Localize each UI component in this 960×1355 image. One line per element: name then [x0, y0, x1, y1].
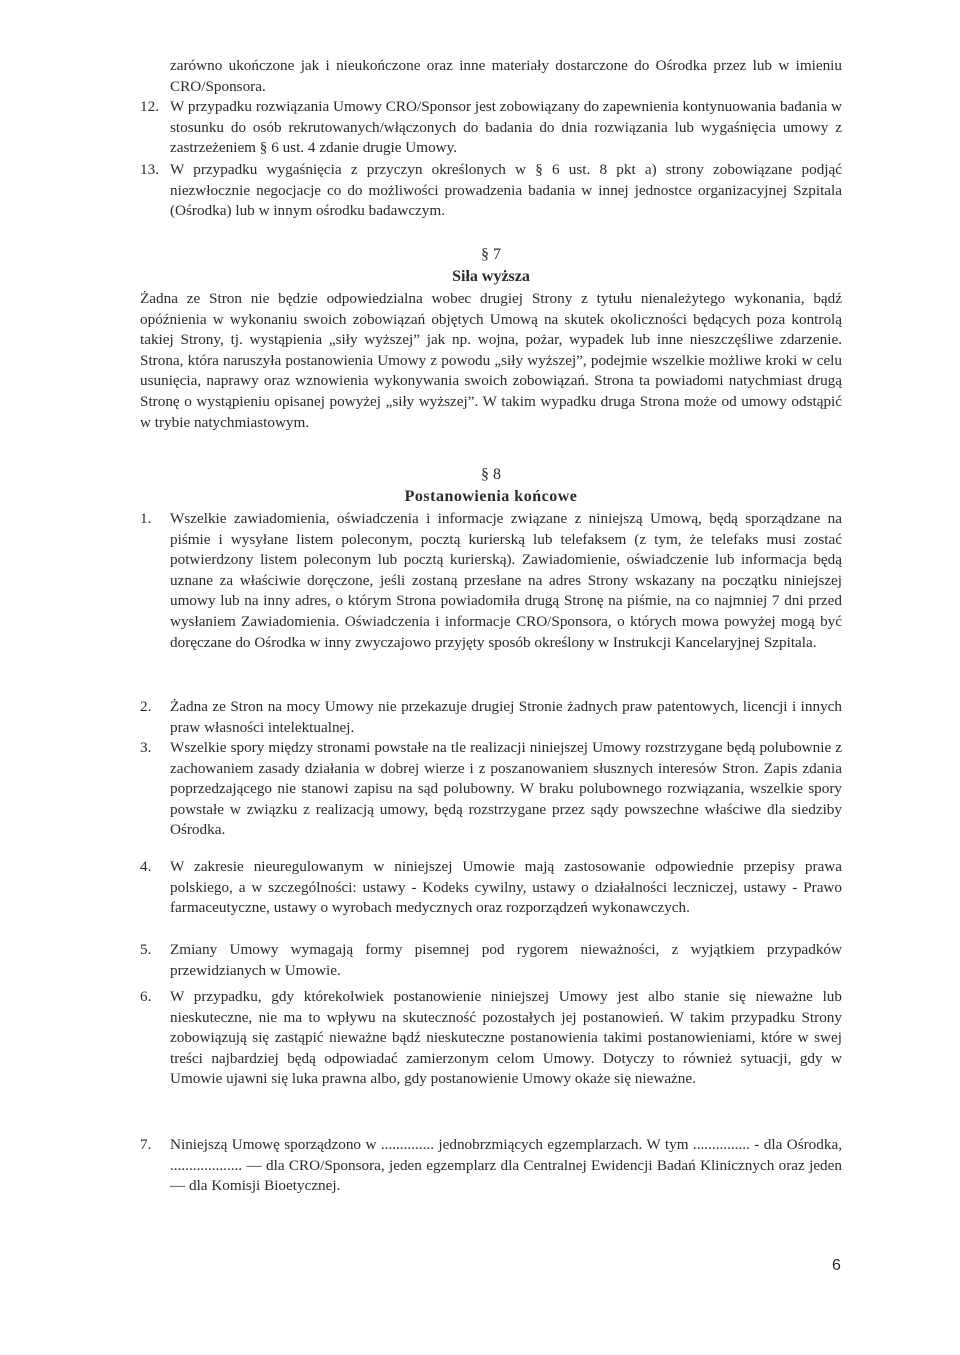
list-item-5: [140, 940, 842, 981]
item-text: Żadna ze Stron na mocy Umowy nie przekazuje drugiej Stronie żadnych praw patentowych, licencji i innych praw własności intelektualnej.: [170, 698, 842, 736]
list-item-12: [140, 97, 842, 159]
list-item-4: [140, 857, 842, 919]
item-number: 5.: [140, 941, 152, 958]
item-text: W przypadku rozwiązania Umowy CRO/Sponsor jest zobowiązany do zapewnienia kontynuowania badania w stosunku do osób rekrutowanych/włączonych do badania do dnia rozwiązania lub wygaśnięcia umowy z zastrzeżeniem § 6 ust. 4 zdanie drugie Umowy.: [170, 98, 842, 157]
item-number: 4.: [140, 858, 152, 875]
list-item-3: [140, 738, 842, 841]
item-text: Niniejszą Umowę sporządzono w .............. jednobrzmiących egzemplarzach. W tym ............... - dla Ośrodka, ................... — dla CRO/Sponsora, jeden egzemplarz dla Centralnej Ewidencji Badań Klinicznych oraz jeden — dla Komisji Bioetycznej.: [170, 1136, 842, 1195]
item-number: 7.: [140, 1136, 152, 1153]
section-8-heading: [140, 464, 842, 508]
item-text: W przypadku wygaśnięcia z przyczyn określonych w § 6 ust. 8 pkt a) strony zobowiązane podjąć niezwłocznie negocjacje co do możliwości prowadzenia badania w innej jednostce organizacyjnej Szpitala (Ośrodka) lub w innym ośrodku badawczym.: [170, 161, 842, 220]
item-text: Wszelkie spory między stronami powstałe na tle realizacji niniejszej Umowy rozstrzygane będą polubownie z zachowaniem zasady działania w dobrej wierze i z poszanowaniem słusznych interesów Stron. Zapis zdania poprzedzającego nie stanowi zapisu na sąd polubowny. W braku polubownego rozwiązania, wszelkie spory powstałe w związku z realizacją umowy, będą rozstrzygane przez sądy powszechne właściwe dla siedziby Ośrodka.: [170, 739, 842, 839]
item-number: 2.: [140, 698, 152, 715]
item-number: 12.: [140, 98, 159, 115]
list-item-1: [140, 509, 842, 653]
item-number: 3.: [140, 739, 152, 756]
page-number: 6: [832, 1257, 841, 1274]
section-7-heading: [140, 244, 842, 288]
item-text: W przypadku, gdy którekolwiek postanowienie niniejszej Umowy jest albo stanie się nieważne lub nieskuteczne, nie ma to wpływu na skuteczność pozostałych jej postanowień. W takim przypadku Strony zobowiązują się zastąpić nieważne bądź nieskuteczne postanowienia takimi postanowieniami, które w swej treści najbardziej będą odpowiadać zamierzonym celom Umowy. Dotyczy to również sytuacji, gdy w Umowie ujawni się luka prawna albo, gdy postanowienie Umowy okaże się nieważne.: [170, 988, 842, 1088]
item-text: Zmiany Umowy wymagają formy pisemnej pod rygorem nieważności, z wyjątkiem przypadków przewidzianych w Umowie.: [170, 941, 842, 979]
intro-paragraph: zarówno ukończone jak i nieukończone oraz inne materiały dostarczone do Ośrodka przez lub w imieniu CRO/Sponsora.: [170, 57, 842, 95]
item-number: 1.: [140, 510, 152, 527]
item-number: 13.: [140, 161, 159, 178]
section-title: Postanowienia końcowe: [404, 488, 578, 505]
section-number: § 7: [481, 246, 501, 263]
item-text: Wszelkie zawiadomienia, oświadczenia i informacje związane z niniejszą Umową, będą sporządzane na piśmie i wysyłane listem poleconym, pocztą kurierską lub telefaksem (z tym, że telefaks musi zostać potwierdzony listem poleconym lub pocztą kurierską). Zawiadomienie, oświadczenie lub informacja będą uznane za właściwie doręczone, jeśli zostaną przesłane na adres Strony wskazany na początku niniejszej umowy lub na inny adres, o którym Strona powiadomiła drugą Stronę na piśmie, na co najmniej 7 dni przed wysłaniem Zawiadomienia. Oświadczenia i informacje CRO/Sponsora, o których mowa powyżej mogą być doręczane do Ośrodka w inny zwyczajowo przyjęty sposób określony w Instrukcji Kancelaryjnej Szpitala.: [170, 510, 842, 651]
list-item-13: [140, 160, 842, 222]
list-item-7: [140, 1135, 842, 1197]
section-title: Siła wyższa: [452, 268, 530, 285]
list-item-2: [140, 697, 842, 738]
item-number: 6.: [140, 988, 152, 1005]
list-item-6: [140, 987, 842, 1090]
section-7-text: Żadna ze Stron nie będzie odpowiedzialna wobec drugiej Strony z tytułu nienależytego wykonania, bądź opóźnienia w wykonaniu swoich zobowiązań objętych Umową na skutek okoliczności będących poza kontrolą takiej Strony, tj. wystąpienia „siły wyższej” jak np. wojna, pożar, wypadek lub inne nieszczęśliwe zdarzenie. Strona, która naruszyła postanowienia Umowy z powodu „siły wyższej”, podejmie wszelkie możliwe kroki w celu usunięcia, naprawy oraz wznowienia wykonywania swoich zobowiązań. Strona ta powiadomi natychmiast drugą Stronę o wystąpieniu opisanej powyżej „siły wyższej”. W takim wypadku druga Strona może od umowy odstąpić w trybie natychmiastowym.: [140, 290, 842, 431]
section-number: § 8: [481, 466, 501, 483]
item-text: W zakresie nieuregulowanym w niniejszej Umowie mają zastosowanie odpowiednie przepisy prawa polskiego, a w szczególności: ustawy - Kodeks cywilny, ustawy o działalności leczniczej, ustawy - Prawo farmaceutyczne, ustawy o wyrobach medycznych oraz rozporządzeń wykonawczych.: [170, 858, 842, 917]
